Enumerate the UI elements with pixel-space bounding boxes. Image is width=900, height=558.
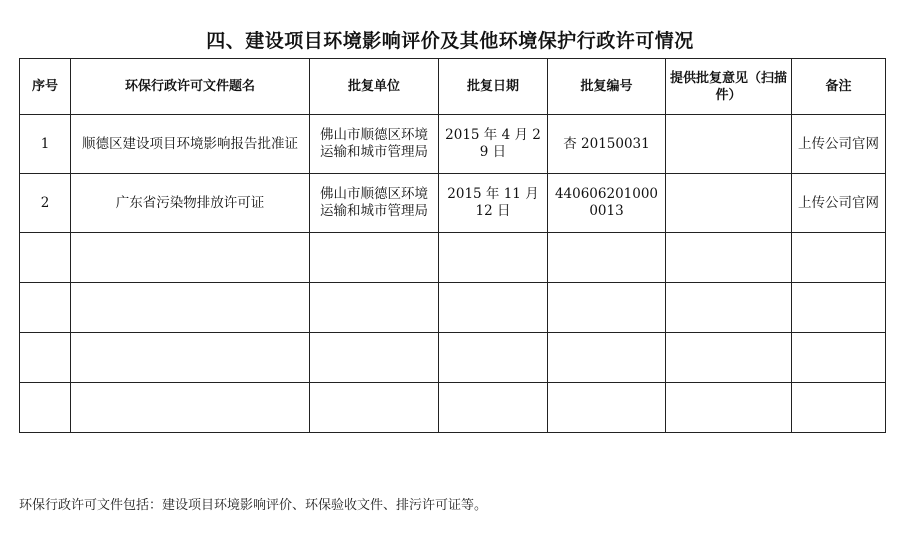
table-row-empty bbox=[20, 383, 886, 433]
table-row-empty bbox=[20, 333, 886, 383]
header-unit: 批复单位 bbox=[310, 59, 439, 115]
cell-name: 顺德区建设项目环境影响报告批准证 bbox=[71, 115, 310, 174]
cell-empty bbox=[71, 233, 310, 283]
header-number: 批复编号 bbox=[548, 59, 666, 115]
cell-date: 2015 年 11 月 12 日 bbox=[439, 174, 548, 233]
cell-opinion bbox=[666, 174, 792, 233]
cell-empty bbox=[20, 383, 71, 433]
cell-empty bbox=[20, 283, 71, 333]
cell-number: 4406062010000013 bbox=[548, 174, 666, 233]
cell-empty bbox=[439, 333, 548, 383]
cell-number: 杏 20150031 bbox=[548, 115, 666, 174]
cell-empty bbox=[666, 383, 792, 433]
header-opinion: 提供批复意见（扫描件） bbox=[666, 59, 792, 115]
cell-empty bbox=[439, 233, 548, 283]
cell-empty bbox=[792, 283, 886, 333]
cell-opinion bbox=[666, 115, 792, 174]
footnote: 环保行政许可文件包括：建设项目环境影响评价、环保验收文件、排污许可证等。 bbox=[19, 498, 488, 513]
cell-empty bbox=[439, 283, 548, 333]
cell-empty bbox=[310, 333, 439, 383]
cell-empty bbox=[20, 333, 71, 383]
header-seq: 序号 bbox=[20, 59, 71, 115]
cell-empty bbox=[548, 383, 666, 433]
cell-remark: 上传公司官网 bbox=[792, 115, 886, 174]
header-remark: 备注 bbox=[792, 59, 886, 115]
cell-empty bbox=[666, 233, 792, 283]
permits-table bbox=[19, 58, 886, 433]
cell-unit: 佛山市顺德区环境运输和城市管理局 bbox=[310, 174, 439, 233]
cell-empty bbox=[548, 233, 666, 283]
cell-name: 广东省污染物排放许可证 bbox=[71, 174, 310, 233]
cell-empty bbox=[792, 383, 886, 433]
cell-seq: 2 bbox=[20, 174, 71, 233]
table-row bbox=[20, 174, 886, 233]
cell-empty bbox=[310, 233, 439, 283]
cell-unit: 佛山市顺德区环境运输和城市管理局 bbox=[310, 115, 439, 174]
cell-empty bbox=[548, 283, 666, 333]
cell-empty bbox=[666, 333, 792, 383]
cell-empty bbox=[71, 333, 310, 383]
cell-empty bbox=[310, 283, 439, 333]
table-row bbox=[20, 115, 886, 174]
page-title: 四、建设项目环境影响评价及其他环境保护行政许可情况 bbox=[206, 30, 694, 52]
cell-empty bbox=[310, 383, 439, 433]
cell-empty bbox=[548, 333, 666, 383]
cell-remark: 上传公司官网 bbox=[792, 174, 886, 233]
cell-date: 2015 年 4 月 29 日 bbox=[439, 115, 548, 174]
cell-empty bbox=[71, 283, 310, 333]
table-row-empty bbox=[20, 233, 886, 283]
cell-empty bbox=[792, 333, 886, 383]
cell-seq: 1 bbox=[20, 115, 71, 174]
cell-empty bbox=[439, 383, 548, 433]
cell-empty bbox=[71, 383, 310, 433]
table-row-empty bbox=[20, 283, 886, 333]
header-date: 批复日期 bbox=[439, 59, 548, 115]
cell-empty bbox=[792, 233, 886, 283]
cell-empty bbox=[20, 233, 71, 283]
header-name: 环保行政许可文件题名 bbox=[71, 59, 310, 115]
cell-empty bbox=[666, 283, 792, 333]
table-header-row bbox=[20, 59, 886, 115]
